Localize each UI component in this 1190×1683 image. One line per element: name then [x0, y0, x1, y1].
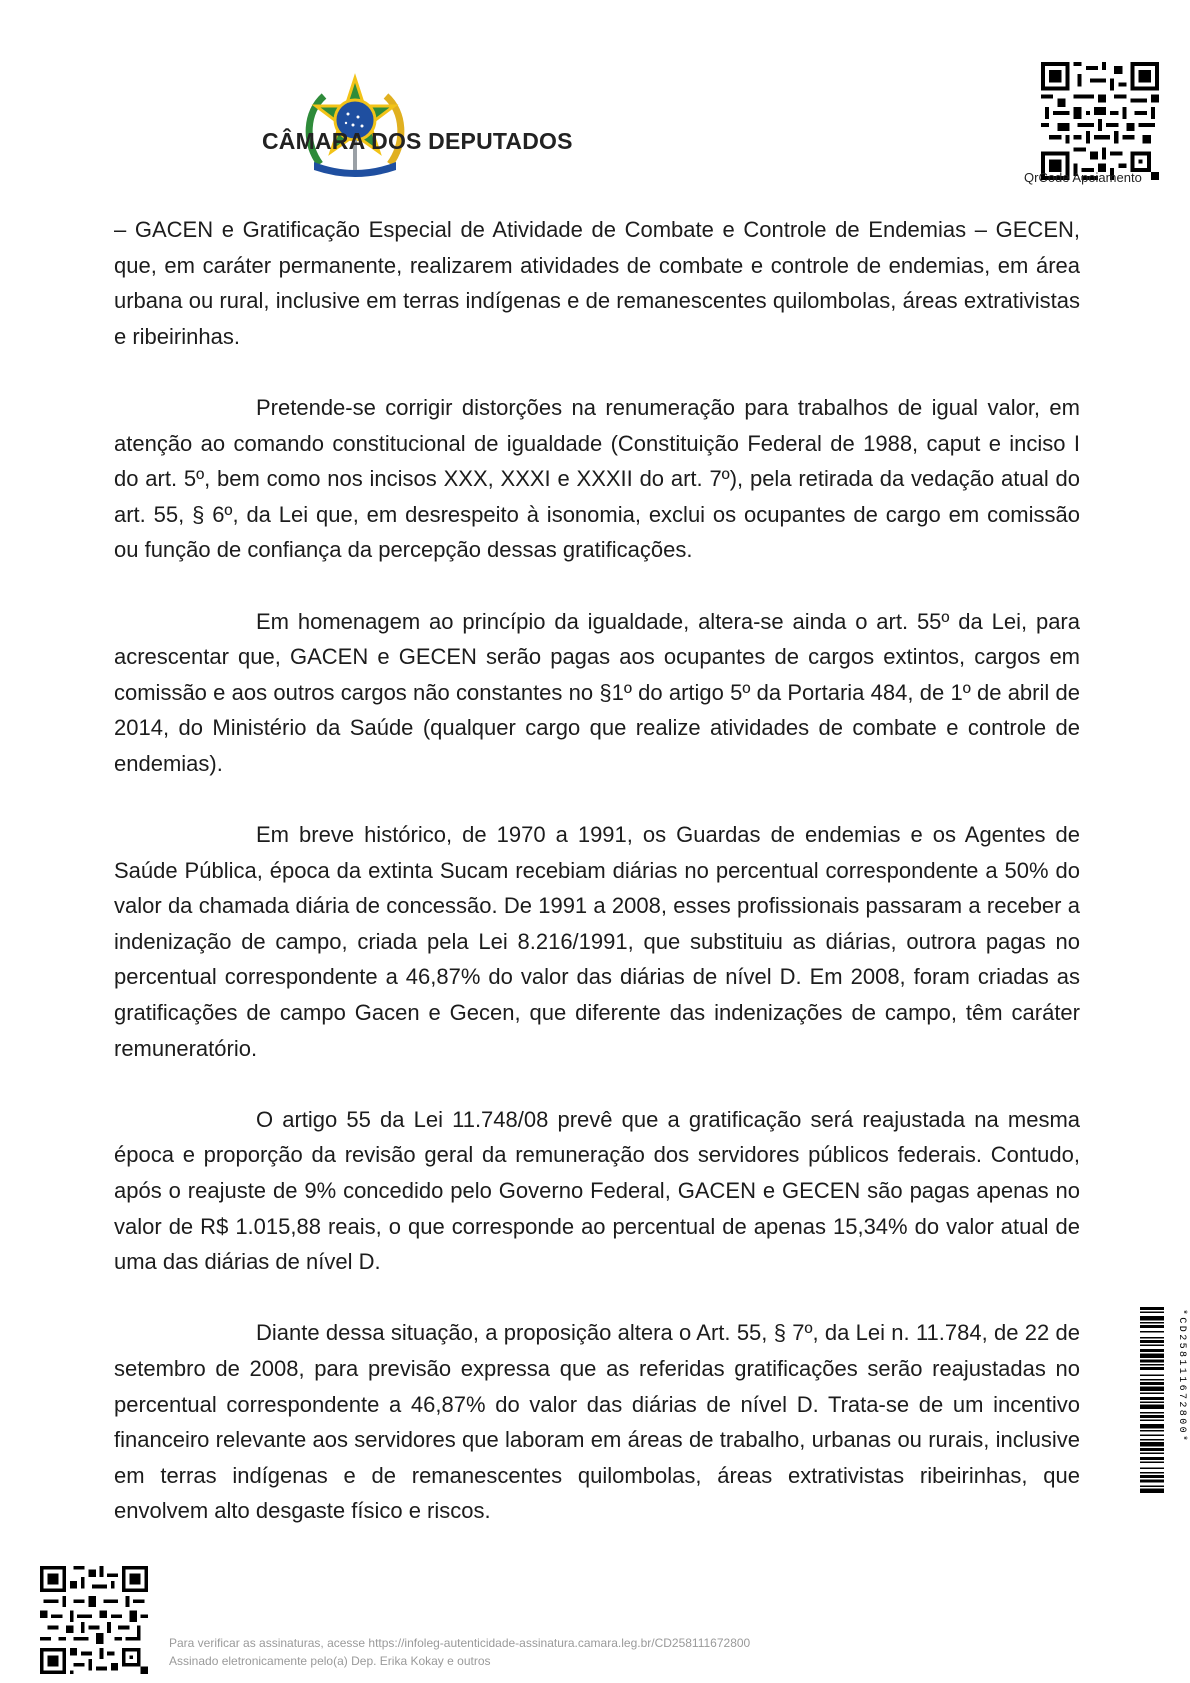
document-body	[114, 212, 1080, 1565]
barcode-code-text: *CD258111672800*	[1176, 1309, 1187, 1444]
body-paragraph: Em breve histórico, de 1970 a 1991, os Guardas de endemias e os Agentes de Saúde Pública, época da extinta Sucam recebiam diárias no percentual correspondente a 50% do valor da chamada diária de concessão. De 1991 a 2008, esses profissionais passaram a receber a indenização de campo, criada pela Lei 8.216/1991, que substituiu as diárias, outrora pagas no percentual correspondente a 46,87% do valor das diárias de nível D. Em 2008, foram criadas as gratificações de campo Gacen e Gecen, que diferente das indenizações de campo, têm caráter remuneratório.	[114, 822, 1080, 1061]
signed-by-text: Assinado eletronicamente pelo(a) Dep. Erika Kokay e outros	[169, 1654, 491, 1668]
body-paragraph: Pretende-se corrigir distorções na renumeração para trabalhos de igual valor, em atenção ao comando constitucional de igualdade (Constituição Federal de 1988, caput e inciso I do art. 5º, bem como nos incisos XXX, XXXI e XXXII do art. 7º), pela retirada da vedação atual do art. 55, § 6º, da Lei que, em desrespeito à isonomia, exclui os ocupantes de cargo em comissão ou função de confiança da percepção dessas gratificações.	[114, 394, 1080, 563]
signature-footer	[169, 1634, 750, 1670]
body-paragraph: Em homenagem ao princípio da igualdade, altera-se ainda o art. 55º da Lei, para acrescentar que, GACEN e GECEN serão pagas aos ocupantes de cargos extintos, cargos em comissão e aos outros cargos não constantes no §1º do artigo 5º da Portaria 484, de 1º de abril de 2014, do Ministério da Saúde (qualquer cargo que realize atividades de combate e controle de endemias).	[114, 608, 1080, 776]
body-paragraph: O artigo 55 da Lei 11.748/08 prevê que a gratificação será reajustada na mesma época e proporção da revisão geral da remuneração dos servidores públicos federais. Contudo, após o reajuste de 9% concedido pelo Governo Federal, GACEN e GECEN são pagas apenas no valor de R$ 1.015,88 reais, o que corresponde ao percentual de apenas 15,34% do valor atual de uma das diárias de nível D.	[114, 1106, 1080, 1275]
qr-code-icon	[1038, 62, 1162, 180]
verification-link-text[interactable]: Para verificar as assinaturas, acesse https://infoleg-autenticidade-assinatura.camara.leg.br/CD258111672800	[169, 1636, 751, 1650]
signature-qr-code-icon	[40, 1566, 148, 1674]
coat-of-arms-seal	[300, 72, 410, 180]
body-paragraph: Diante dessa situação, a proposição altera o Art. 55, § 7º, da Lei n. 11.784, de 22 de setembro de 2008, para previsão expressa que as referidas gratificações serão reajustadas no percentual correspondente a 46,87% do valor das diárias de nível D. Trata-se de um incentivo financeiro relevante aos servidores que laboram em áreas de trabalho, urbanas ou rurais, inclusive em terras indígenas e de remanescentes quilombolas, áreas extrativistas ribeirinhas, que envolvem alto desgaste físico e riscos.	[114, 1320, 1080, 1524]
side-barcode	[1140, 1307, 1187, 1551]
qr-code-caption: QrCode Apoiamento	[1024, 170, 1142, 185]
house-name-heading: CÂMARA DOS DEPUTADOS	[262, 128, 573, 154]
body-paragraph: – GACEN e Gratificação Especial de Atividade de Combate e Controle de Endemias – GECEN, que, em caráter permanente, realizarem atividades de combate e controle de endemias, em área urbana ou rural, inclusive em terras indígenas e de remanescentes quilombolas, áreas extrativistas e ribeirinhas.	[114, 217, 1080, 349]
